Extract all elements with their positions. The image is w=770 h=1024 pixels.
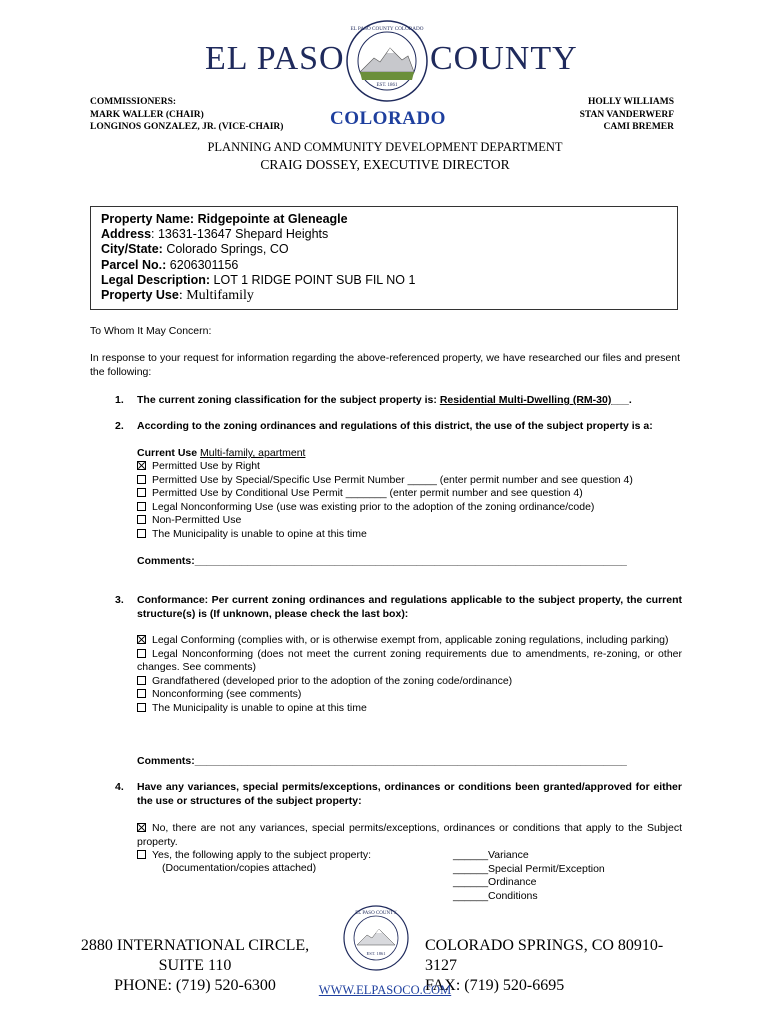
footer-city: COLORADO SPRINGS, CO 80910-3127 FAX: (719) 520-6695	[425, 937, 664, 994]
q2-current-use: Current Use Multi-family, apartment	[137, 447, 306, 459]
top-seal-text: EL PASO COUNTY COLORADO	[350, 26, 424, 32]
q1-number: 1.	[115, 394, 124, 406]
checkbox-icon[interactable]	[137, 475, 146, 484]
director-name: CRAIG DOSSEY, EXECUTIVE DIRECTOR	[260, 157, 510, 172]
q3-option[interactable]: The Municipality is unable to opine at this time	[137, 702, 682, 716]
checkbox-icon[interactable]	[137, 850, 146, 859]
q4-item[interactable]: ______Conditions	[453, 889, 538, 902]
q2-number: 2.	[115, 420, 124, 432]
q2-option[interactable]: Permitted Use by Right	[137, 460, 687, 474]
county-name-right: COUNTY	[430, 40, 578, 77]
footer-website-link[interactable]: WWW.ELPASOCO.COM	[318, 983, 452, 997]
commissioners-right: HOLLY WILLIAMS STAN VANDERWERF CAMI BREMER	[579, 97, 674, 132]
department-name: PLANNING AND COMMUNITY DEVELOPMENT DEPARTMENT	[207, 140, 563, 154]
q3-number: 3.	[115, 594, 124, 606]
footer-seal-text: EL PASO COUNTY	[355, 911, 397, 916]
q4-item[interactable]: ______Special Permit/Exception	[453, 862, 605, 875]
checkbox-icon[interactable]	[137, 703, 146, 712]
footer-seal-logo	[343, 905, 409, 971]
q2-option[interactable]: Legal Nonconforming Use (use was existing prior to the adoption of the zoning ordinance/code)	[137, 501, 687, 515]
checkbox-icon[interactable]	[137, 488, 146, 497]
q2-option[interactable]: Permitted Use by Special/Specific Use Permit Number _____ (enter permit number and see question 4)	[137, 474, 687, 488]
q2-text: According to the zoning ordinances and regulations of this district, the use of the subject property is a:	[137, 420, 653, 432]
checkbox-icon[interactable]	[137, 676, 146, 685]
q4-number: 4.	[115, 781, 124, 793]
footer-address: 2880 INTERNATIONAL CIRCLE, SUITE 110 PHONE: (719) 520-6300	[80, 937, 310, 994]
county-seal-logo	[346, 20, 428, 102]
property-legal-row: Legal Description: LOT 1 RIDGE POINT SUB FIL NO 1	[101, 272, 416, 287]
checkbox-icon[interactable]	[137, 502, 146, 511]
q3-option[interactable]: Nonconforming (see comments)	[137, 688, 682, 702]
checkbox-icon[interactable]	[137, 529, 146, 538]
checkbox-icon[interactable]	[137, 689, 146, 698]
q2-options	[137, 460, 687, 541]
checkbox-icon[interactable]	[137, 649, 146, 658]
q4-no-option[interactable]: No, there are not any variances, special permits/exceptions, ordinances or conditions that apply to the Subject property.	[137, 822, 682, 848]
q2-option[interactable]: Non-Permitted Use	[137, 514, 687, 528]
property-parcel-row: Parcel No.: 6206301156	[101, 257, 239, 272]
footer-seal-est: EST. 1861	[366, 951, 386, 956]
state-label: COLORADO	[330, 108, 446, 129]
q2-option[interactable]: The Municipality is unable to opine at this time	[137, 528, 687, 542]
q4-item[interactable]: ______Variance	[453, 849, 529, 861]
property-name-row: Property Name: Ridgepointe at Gleneagle	[101, 212, 348, 226]
checkbox-checked-icon[interactable]	[137, 823, 146, 832]
checkbox-checked-icon[interactable]	[137, 461, 146, 470]
q3-option[interactable]: Legal Nonconforming (does not meet the current zoning requirements due to amendments, re-zoning, or other changes. See comments)	[137, 647, 682, 673]
checkbox-checked-icon[interactable]	[137, 635, 146, 644]
q4-items	[453, 849, 605, 903]
checkbox-icon[interactable]	[137, 515, 146, 524]
q1-answer: Residential Multi-Dwelling (RM-30)	[439, 394, 612, 406]
property-city-row: City/State: Colorado Springs, CO	[101, 242, 289, 257]
property-use-row: Property Use: Multifamily	[101, 288, 254, 304]
q4-yes-option[interactable]: Yes, the following apply to the subject property:	[137, 849, 371, 863]
q2-option[interactable]: Permitted Use by Conditional Use Permit _______ (enter permit number and see question 4)	[137, 487, 687, 501]
q3-option[interactable]: Legal Conforming (complies with, or is otherwise exempt from, applicable zoning regulations, including parking)	[137, 634, 682, 648]
q3-option[interactable]: Grandfathered (developed prior to the adoption of the zoning code/ordinance)	[137, 675, 682, 689]
q3-options	[137, 634, 682, 715]
q2-comments[interactable]: Comments:__________________________________________________________________________	[137, 555, 627, 567]
q3-text: Conformance: Per current zoning ordinances and regulations applicable to the subject property, the current structure(s) is (If unknown, please check the last box):	[137, 594, 682, 620]
q4-text: Have any variances, special permits/exceptions, ordinances or conditions been granted/approved for either the use or structures of the subject property:	[137, 781, 682, 807]
q3-comments[interactable]: Comments:__________________________________________________________________________	[137, 755, 627, 767]
q4-item[interactable]: ______Ordinance	[453, 876, 537, 888]
intro-paragraph: In response to your request for information regarding the above-referenced property, we have researched our files and present the following:	[90, 352, 680, 378]
property-info-box	[90, 206, 678, 310]
q4-yes-note: (Documentation/copies attached)	[162, 862, 317, 874]
greeting: To Whom It May Concern:	[90, 325, 212, 337]
top-seal-est: EST. 1861	[376, 83, 398, 88]
commissioners-left: COMMISSIONERS: MARK WALLER (CHAIR) LONGINOS GONZALEZ, JR. (VICE-CHAIR)	[90, 97, 284, 132]
property-address-row: Address: 13631-13647 Shepard Heights	[101, 227, 329, 242]
q1-text: The current zoning classification for the subject property is: Residential Multi-Dwelling (RM-30)___.	[137, 394, 632, 406]
county-name-left: EL PASO	[205, 40, 345, 77]
